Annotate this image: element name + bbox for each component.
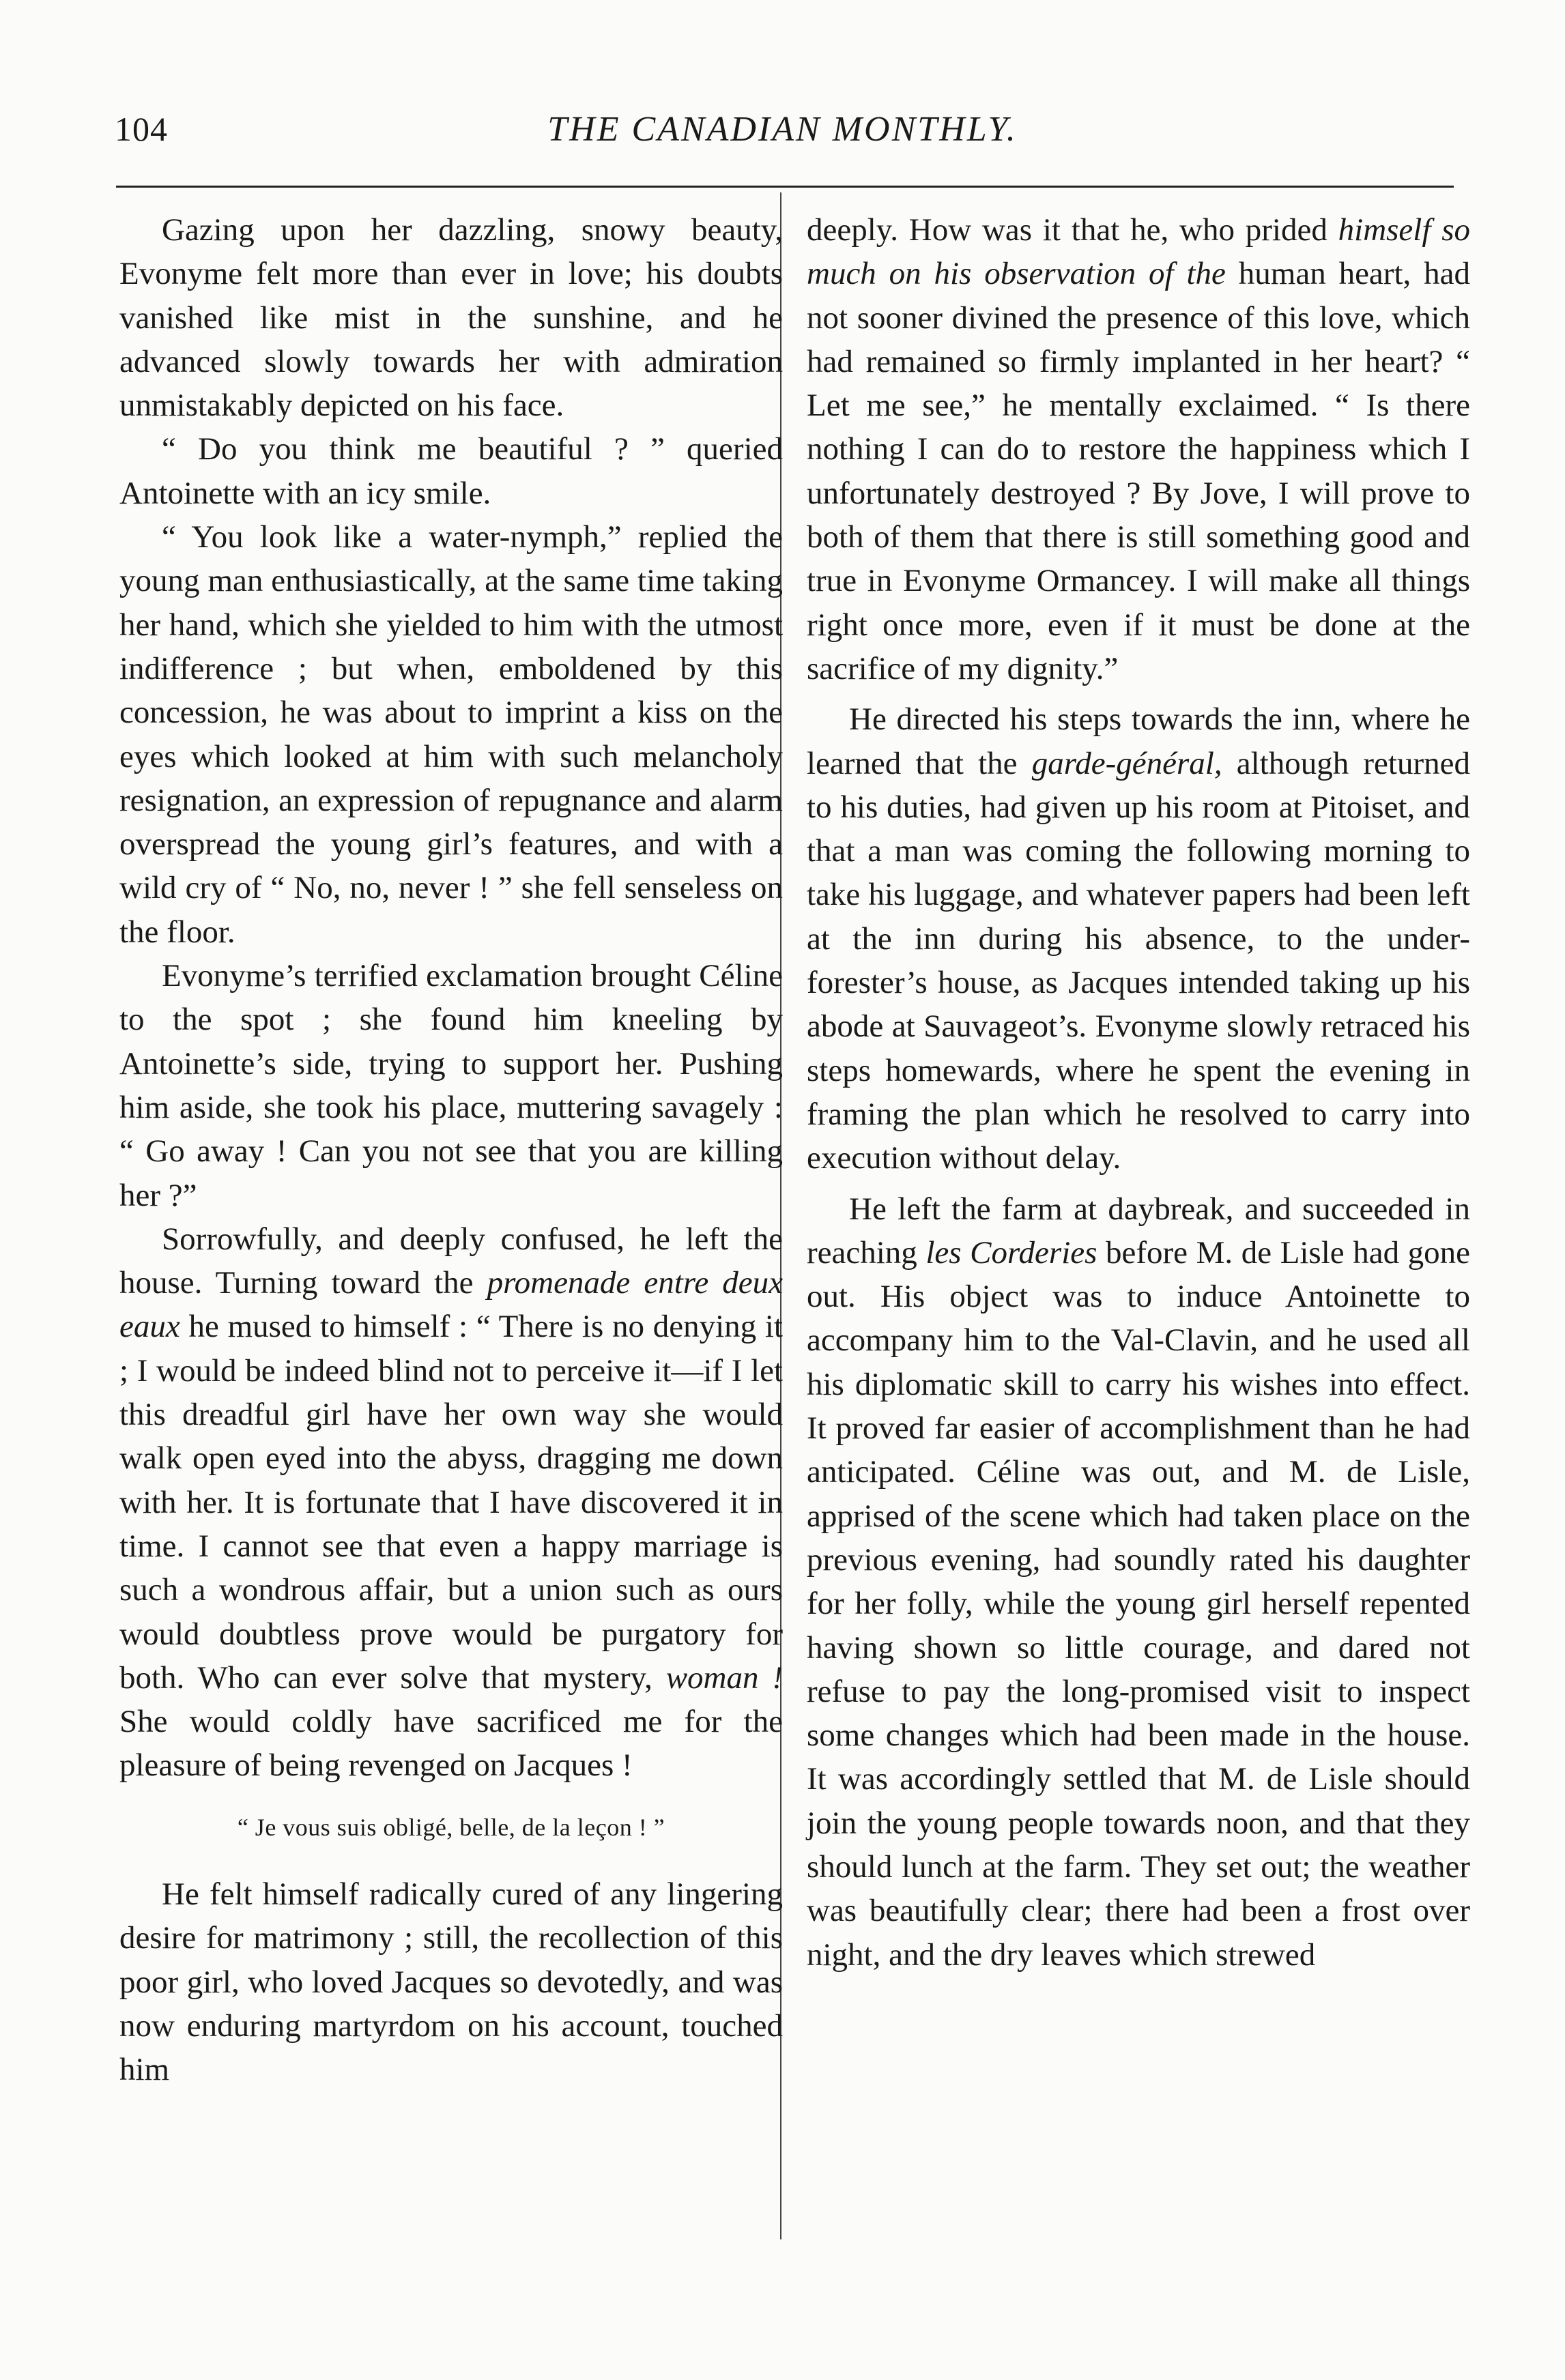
text-run: he mused to himself : “ There is no denying it ; I would be indeed blind not to perceive it—if I let this dreadful girl have her own way she would walk open eyed into the abyss, dragging me down with her. It is fortunate that I have discovered it in time. I cannot see that even a happy marriage is such a wondrous affair, but a union such as ours would doubtless prove would be purgatory for both. Who can ever solve that mystery, <box>119 1309 783 1696</box>
page-number: 104 <box>115 110 168 148</box>
italic-run: garde-général, <box>1031 745 1222 781</box>
text-run: He left the farm at daybreak, and succeeded in reaching <box>807 1191 1470 1271</box>
paragraph <box>119 1217 783 1788</box>
epigraph-quote <box>119 1805 783 1849</box>
text-run: although returned to his duties, had given up his room at Pitoiset, and that a man was coming the following morning to take his luggage, and whatever papers had been left at the inn during his absence, to the under-forester’s house, as Jacques intended taking up his abode at Sauvageot’s. Evonyme slowly retraced his steps homewards, where he spent the evening in framing the plan which he resolved to carry into execution without delay. <box>807 745 1470 1176</box>
italic-run: himself so much on his observation of the <box>807 212 1471 292</box>
italic-run: promenade entre deux eaux <box>119 1265 783 1345</box>
header-rule <box>116 186 1454 188</box>
paragraph: He felt himself radically cured of any lingering desire for matrimony ; still, the recollection of this poor girl, who loved Jacques so devotedly, and was now enduring martyrdom on his account, touched him <box>119 1876 783 2088</box>
paragraph <box>807 1187 1470 1977</box>
paragraph: Gazing upon her dazzling, snowy beauty, Evonyme felt more than ever in love; his doubts vanished like mist in the sunshine, and he advanced slowly towards her with admiration unmistakably depicted on his face. <box>119 212 783 424</box>
paragraph <box>807 208 1470 691</box>
text-run: Sorrowfully, and deeply confused, he left the house. Turning toward the <box>119 1221 783 1301</box>
text-run: She would coldly have sacrificed me for the pleasure of being revenged on Jacques ! <box>119 1704 783 1784</box>
left-column <box>119 208 783 2091</box>
text-run: He directed his steps towards the inn, where he learned that the <box>807 701 1470 781</box>
paragraph <box>807 697 1470 1180</box>
paragraph: “ You look like a water-nymph,” replied the young man enthusiastically, at the same time taking her hand, which she yielded to him with the utmost indifference ; but when, emboldened by this concession, he was about to imprint a kiss on the eyes which looked at him with such melancholy resignation, an expression of repugnance and alarm overspread the young girl’s features, and with a wild cry of “ No, no, never ! ” she fell senseless on the floor. <box>119 519 783 950</box>
running-title: THE CANADIAN MONTHLY. <box>547 110 1018 149</box>
text-run: human heart, had not sooner divined the presence of this love, which had remained so firmly implanted in her heart? “ Let me see,” he mentally exclaimed. “ Is there nothing I can do to restore the happiness which I unfortunately destroyed ? By Jove, I will prove to both of them that there is still something good and true in Evonyme Ormancey. I will make all things right once more, even if it must be done at the sacrifice of my dignity.” <box>807 256 1470 686</box>
quote-text: “ Je vous suis obligé, belle, de la leçon ! ” <box>237 1813 665 1841</box>
page-header <box>0 0 1565 191</box>
italic-run: woman ! <box>665 1659 783 1696</box>
text-run: before M. de Lisle had gone out. His object was to induce Antoinette to accompany him to the Val-Clavin, and he used all his diplomatic skill to carry his wishes into effect. It proved far easier of accomplishment than he had anticipated. Céline was out, and M. de Lisle, apprised of the scene which had taken place on the previous evening, had soundly rated his daughter for her folly, while the young girl herself repented having shown so little courage, and dared not refuse to pay the long-promised visit to inspect some changes which had been made in the house. It was accordingly settled that M. de Lisle should join the young people towards noon, and that they should lunch at the farm. They set out; the weather was beautifully clear; there had been a frost over night, and the dry leaves which strewed <box>807 1234 1471 1973</box>
italic-run: les Corderies <box>925 1234 1097 1271</box>
paragraph: “ Do you think me beautiful ? ” queried Antoinette with an icy smile. <box>119 431 783 511</box>
right-column <box>807 208 1470 1977</box>
paragraph: Evonyme’s terrified exclamation brought Céline to the spot ; she found him kneeling by Antoinette’s side, trying to support her. Pushing him aside, she took his place, muttering savagely : “ Go away ! Can you not see that you are killing her ?” <box>119 958 783 1213</box>
text-run: deeply. How was it that he, who prided <box>807 212 1338 248</box>
